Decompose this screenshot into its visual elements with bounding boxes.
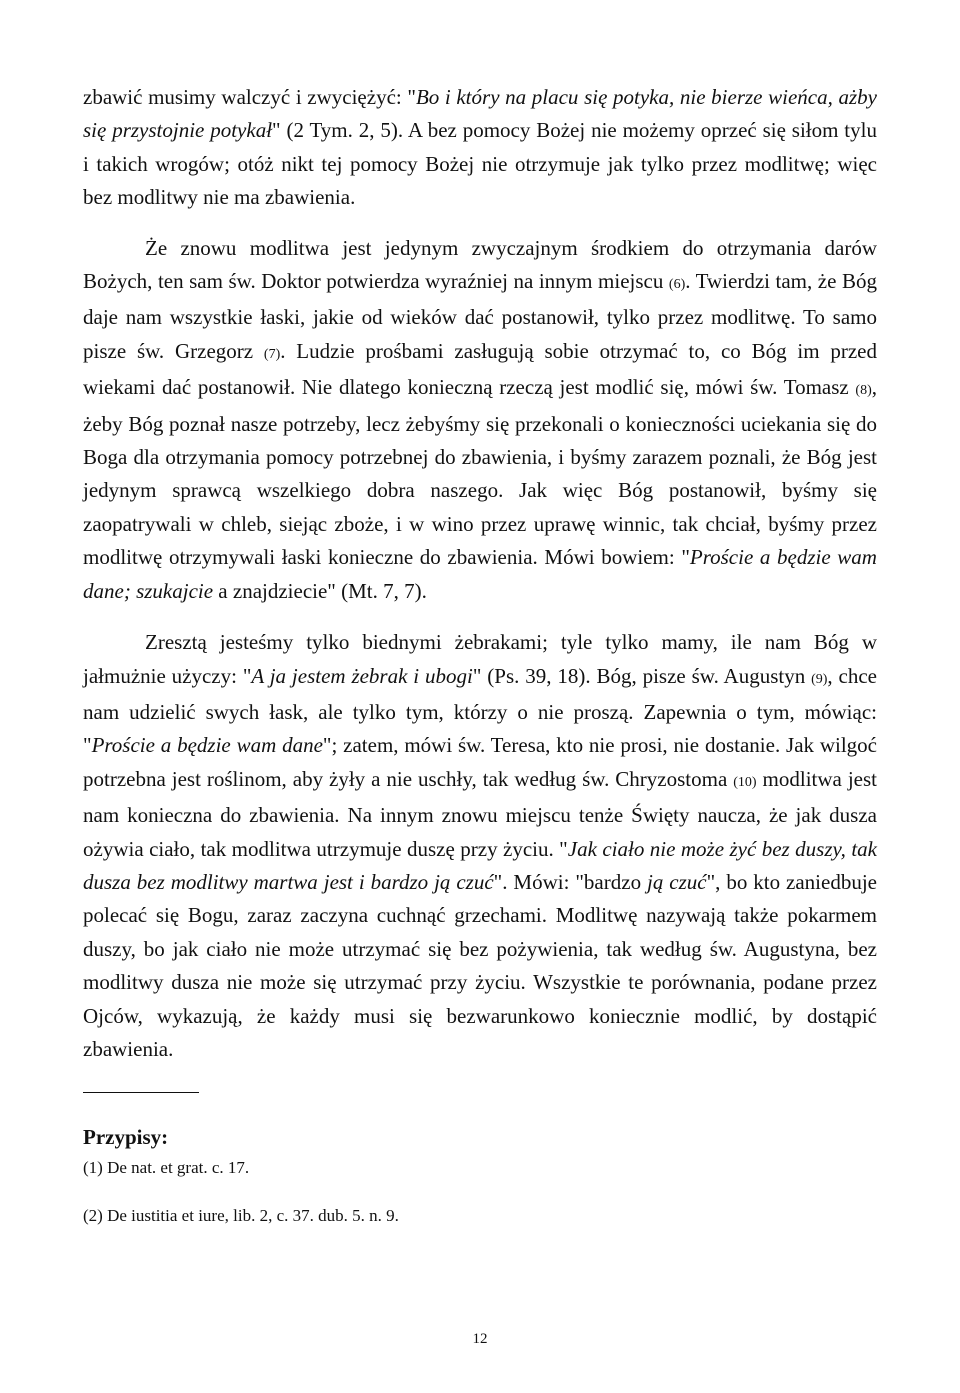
text-run: Zresztą jesteśmy tylko biednymi żebrakami; tyle tylko mamy, ile nam Bóg w jałmużnie użyczy: " (83, 630, 877, 688)
footnote-ref: (9) (811, 671, 828, 687)
text-run: , chce nam udzielić swych łask, ale tylko tym, którzy o nie proszą. Zapewnia o tym, mówiąc: " (83, 663, 878, 758)
paragraph-1 (83, 81, 877, 215)
paragraph-3 (83, 626, 877, 1066)
paragraph-2 (83, 232, 877, 608)
footnote-2: (2) De iustitia et iure, lib. 2, c. 37. dub. 5. n. 9. (83, 1206, 399, 1226)
footnote-separator (83, 1092, 199, 1093)
footnote-ref: (10) (733, 774, 757, 790)
footnote-ref: (8) (855, 383, 872, 399)
text-run: " (Ps. 39, 18). Bóg, pisze św. Augustyn (472, 663, 812, 688)
text-run: zbawić musimy walczyć i zwyciężyć: " (83, 85, 416, 109)
italic-quote: Bo i który na placu się potyka, nie bierze wieńca, ażby się przystojnie potykał (83, 85, 877, 143)
italic-quote: Proście a będzie wam dane (91, 733, 323, 758)
page-number: 12 (472, 1331, 488, 1347)
footnote-ref: (6) (668, 277, 686, 293)
text-run: , żeby Bóg poznał nasze potrzeby, lecz żebyśmy się przekonali o konieczności uciekania się do Boga dla otrzymania pomocy potrzebnej do zbawienia, i byśmy zarazem poznali, że Bóg jest jedynym sprawcą wszelkiego dobra naszego. Jak więc Bóg postanowił, byśmy się zaopatrywali w chleb, siejąc zboże, i w wino przez uprawę winnic, tak chciał, byśmy przez modlitwę otrzymywali łaski konieczne do zbawienia. Mówi bowiem: " (83, 375, 877, 570)
text-run: a znajdziecie" (Mt. 7, 7). (213, 578, 427, 603)
text-run: Że znowu modlitwa jest jedynym zwyczajnym środkiem do otrzymania darów Bożych, ten sam św. Doktor potwierdza wyraźniej na innym miejscu (83, 235, 877, 294)
text-run: . Ludzie prośbami zasługują sobie otrzymać to, co Bóg im przed wiekami dać postanowił. Nie dlatego konieczną rzeczą jest modlić się, mówi św. Tomasz (83, 338, 877, 400)
italic-quote: ją czuć (647, 869, 707, 894)
footnotes-title: Przypisy: (83, 1125, 169, 1150)
footnote-1: (1) De nat. et grat. c. 17. (83, 1158, 250, 1178)
footnote-ref: (7) (263, 346, 281, 362)
text-run: ". Mówi: "bardzo (493, 869, 647, 894)
text-run: ", bo kto zaniedbuje polecać się Bogu, zaraz zaczyna cuchnąć grzechami. Modlitwę nazywają także pokarmem duszy, bo jak ciało nie może utrzymać się bez pożywienia, tak według św. Augustyna, bez modlitwy dusza nie może się utrzymać przy życiu. Wszystkie te porównania, podane przez Ojców, wykazują, że każdy musi się bezwarunkowo koniecznie modlić, by dostąpić zbawienia. (83, 869, 877, 1061)
italic-quote: Jak ciało nie może żyć bez duszy, tak dusza bez modlitwy martwa jest i bardzo ją czuć (83, 836, 877, 894)
text-run: " (2 Tym. 2, 5). A bez pomocy Bożej nie możemy oprzeć się siłom tylu i takich wrogów; otóż nikt tej pomocy Bożej nie otrzymuje jak tylko przez modlitwę; więc bez modlitwy nie ma zbawienia. (83, 118, 877, 210)
text-run: modlitwa jest nam konieczna do zbawienia. Na innym znowu miejscu tenże Święty naucza, że jak dusza ożywia ciało, tak modlitwa utrzymuje duszę przy życiu. " (83, 766, 877, 861)
text-run: "; zatem, mówi św. Teresa, kto nie prosi, nie dostanie. Jak wilgoć potrzebna jest roślinom, aby żyły a nie uschły, tak według św. Chryzostoma (83, 733, 877, 791)
italic-quote: Proście a będzie wam dane; szukajcie (83, 545, 877, 603)
italic-quote: A ja jestem żebrak i ubogi (251, 663, 473, 688)
text-run: . Twierdzi tam, że Bóg daje nam wszystkie łaski, jakie od wieków dać postanowił, tylko przez modlitwę. To samo pisze św. Grzegorz (83, 269, 877, 363)
